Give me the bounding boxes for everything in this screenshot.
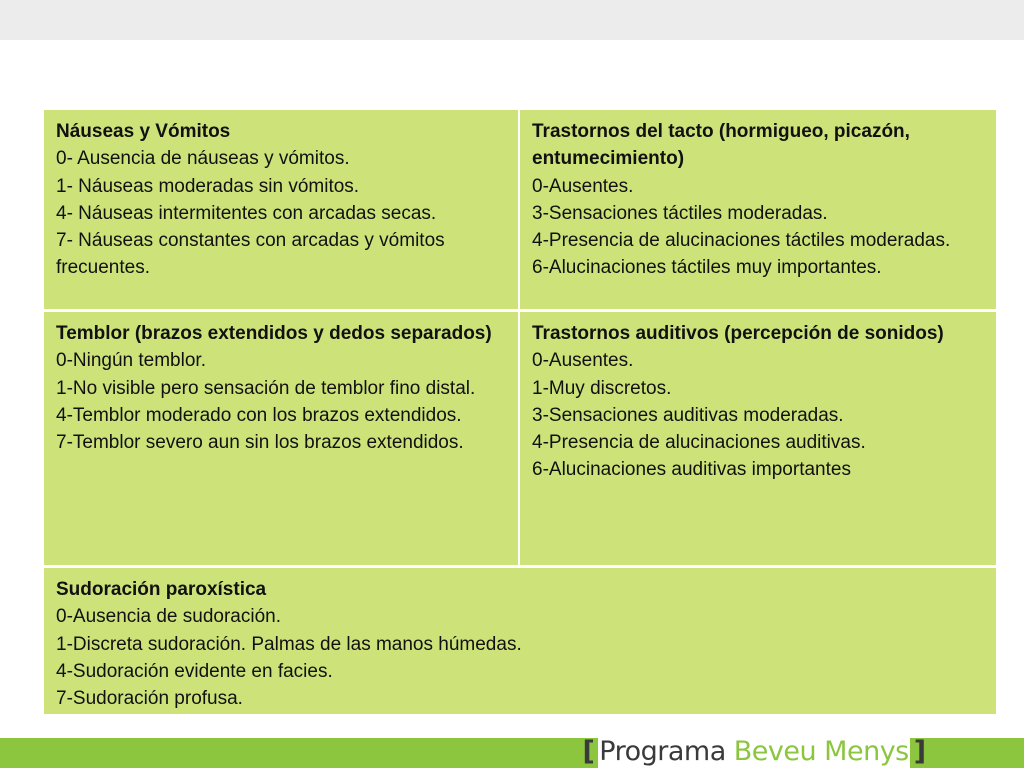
cell-auditory [520,312,996,568]
bracket-open: [ [582,736,595,767]
cell-item: 0-Ningún temblor. [56,350,206,372]
cell-item: 7-Temblor severo aun sin los brazos extendidos. [56,432,464,454]
assessment-table [44,110,996,714]
cell-nausea [44,110,520,312]
brand-part-1: Programa [599,736,726,767]
cell-item: 7-Sudoración profusa. [56,688,243,710]
cell-title: Náuseas y Vómitos [56,121,231,142]
top-band [0,0,1024,40]
cell-item: 0-Ausentes. [532,350,634,372]
footer-brand-logo [582,736,926,768]
cell-item: 4-Temblor moderado con los brazos extendidos. [56,404,462,426]
cell-item: 1-Muy discretos. [532,377,672,399]
cell-item: 6-Alucinaciones táctiles muy importantes. [532,257,882,279]
cell-item: 1-Discreta sudoración. Palmas de las manos húmedas. [56,633,522,655]
cell-title: Sudoración paroxística [56,579,267,600]
cell-item: 3-Sensaciones táctiles moderadas. [532,202,828,224]
cell-item: 4- Náuseas intermitentes con arcadas secas. [56,202,437,224]
cell-item: 4-Presencia de alucinaciones auditivas. [532,432,866,454]
cell-tremor [44,312,520,568]
cell-item: 0- Ausencia de náuseas y vómitos. [56,148,350,170]
cell-item: 7- Náuseas constantes con arcadas y vómitos frecuentes. [56,230,445,279]
cell-title: Temblor (brazos extendidos y dedos separados) [56,323,492,344]
cell-sweat [44,568,996,714]
cell-item: 4-Presencia de alucinaciones táctiles moderadas. [532,230,951,252]
brand-part-2: Beveu Menys [733,736,909,767]
cell-item: 1-No visible pero sensación de temblor fino distal. [56,377,476,399]
cell-item: 1- Náuseas moderadas sin vómitos. [56,175,360,197]
bracket-close: ] [913,736,926,767]
cell-item: 0-Ausentes. [532,175,634,197]
cell-item: 4-Sudoración evidente en facies. [56,660,333,682]
cell-item: 3-Sensaciones auditivas moderadas. [532,404,844,426]
cell-title: Trastornos auditivos (percepción de sonidos) [532,323,944,344]
cell-tact [520,110,996,312]
cell-item: 0-Ausencia de sudoración. [56,606,281,628]
cell-item: 6-Alucinaciones auditivas importantes [532,459,851,481]
cell-title: Trastornos del tacto (hormigueo, picazón, entumecimiento) [532,121,910,170]
